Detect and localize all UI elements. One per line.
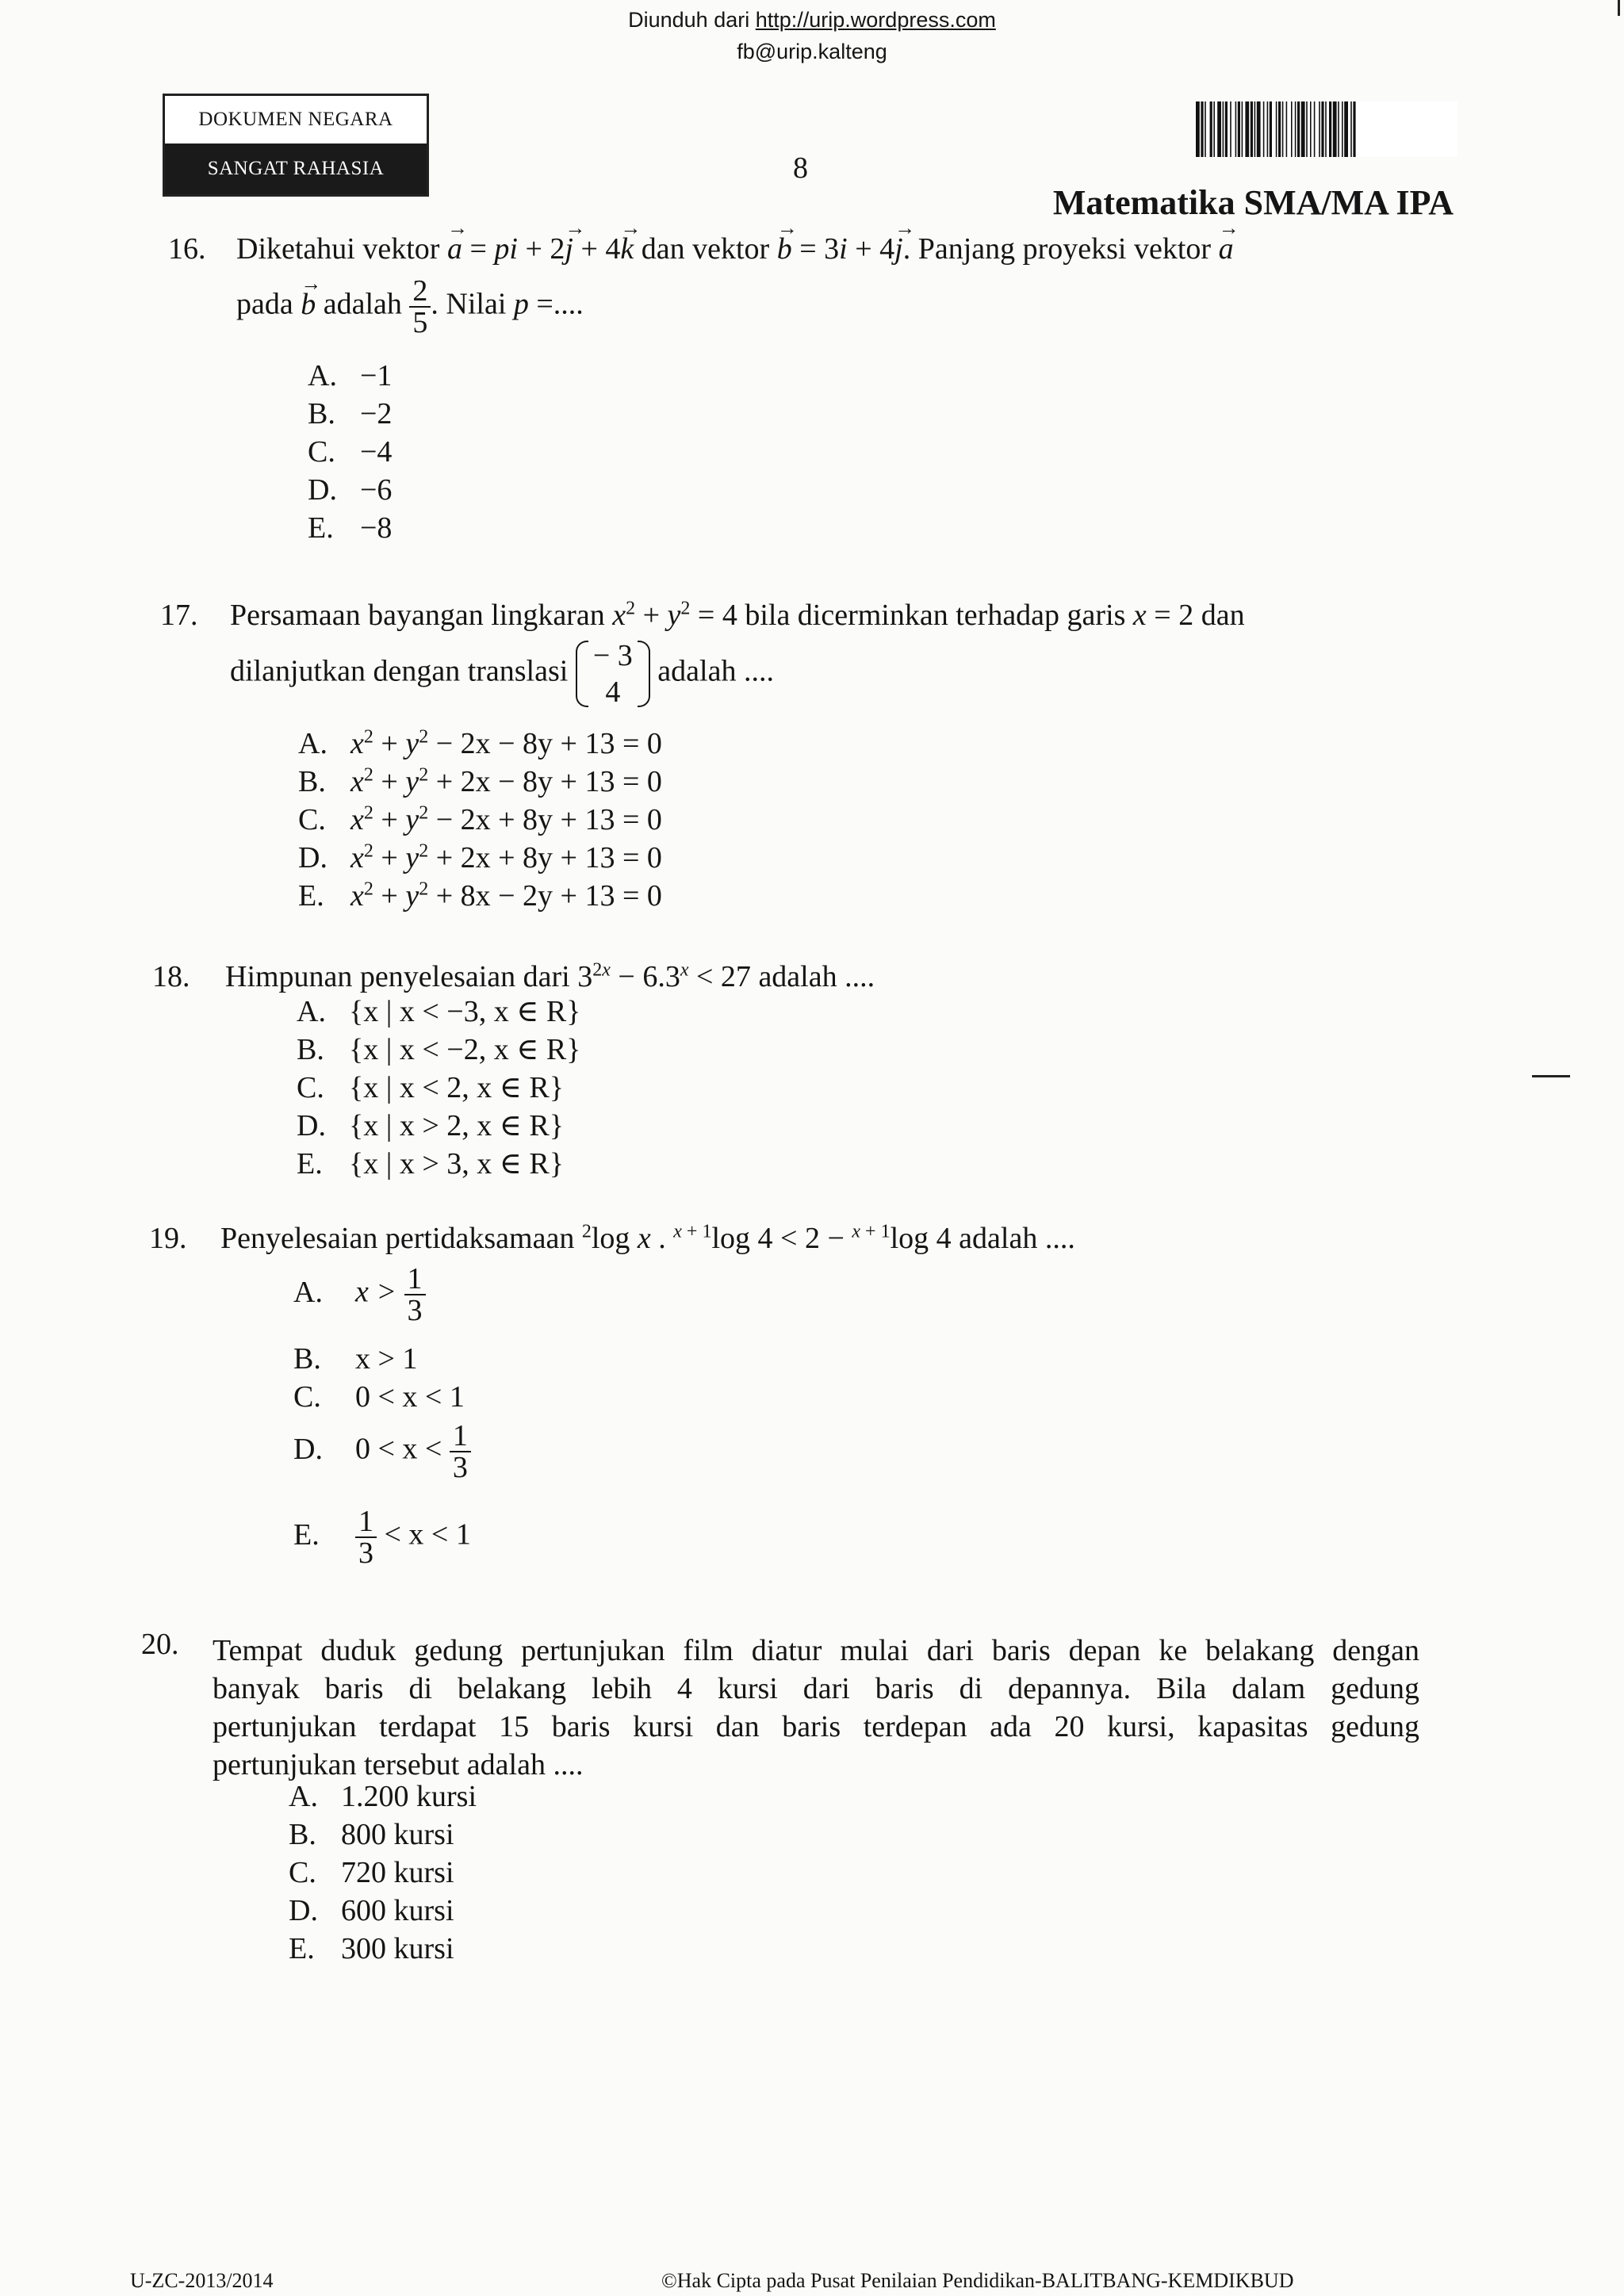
question-stem-line2: pada → b adalah $\frac{2}{5}$ . Nilai p =.... bbox=[236, 276, 584, 338]
edge-mark bbox=[1618, 0, 1620, 16]
option-a[interactable]: A. {x | x < −3, x ∈ R} bbox=[297, 995, 581, 1028]
option-b[interactable]: B. 800 kursi bbox=[289, 1818, 454, 1851]
option-b[interactable]: B. x > 1 bbox=[293, 1342, 418, 1376]
margin-mark bbox=[1532, 1075, 1570, 1077]
option-d[interactable]: D. 600 kursi bbox=[289, 1894, 454, 1927]
option-e[interactable]: E. $x^2 + y^2 + 8x - 2y + 13 = 0$ bbox=[298, 878, 662, 913]
stem-text: . Nilai bbox=[431, 287, 507, 321]
stem-line: pertunjukan tersebut adalah .... bbox=[213, 1748, 584, 1781]
stamp-top: DOKUMEN NEGARA bbox=[198, 109, 393, 130]
question-number: 18. bbox=[152, 960, 190, 993]
stem-line: pertunjukan terdapat 15 baris kursi dan baris terdepan ada 20 kursi, kapasitas gedung bbox=[213, 1710, 1419, 1743]
option-d[interactable]: D. 0 < x < $\frac{1}{3}$ bbox=[293, 1421, 471, 1483]
stem-text: adalah .... bbox=[959, 1222, 1075, 1255]
option-a[interactable]: A. −1 bbox=[308, 359, 393, 392]
option-c[interactable]: C. 0 < x < 1 bbox=[293, 1380, 465, 1414]
stem-text: adalah bbox=[323, 287, 402, 321]
question-stem: Diketahui vektor → a = pi + 2→ j + 4→ k dan vektor → b = 3i + 4→ j. Panjang proyeksi vektor → a bbox=[236, 230, 1442, 268]
option-e[interactable]: E. $\frac{1}{3}$ < x < 1 bbox=[293, 1505, 471, 1570]
stem-line: banyak baris di belakang lebih 4 kursi dari baris di depannya. Bila dalam gedung bbox=[213, 1672, 1419, 1705]
download-prefix: Diunduh dari bbox=[628, 8, 756, 32]
stem-line: Tempat duduk gedung pertunjukan film diatur mulai dari baris depan ke belakang dengan bbox=[213, 1634, 1419, 1667]
facebook-handle: fb@urip.kalteng bbox=[737, 40, 887, 63]
question-number: 19. bbox=[149, 1222, 187, 1255]
option-c[interactable]: C. 720 kursi bbox=[289, 1856, 454, 1889]
option-e[interactable]: E. −8 bbox=[308, 511, 393, 545]
option-b[interactable]: B. {x | x < −2, x ∈ R} bbox=[297, 1033, 581, 1066]
stem-text: Himpunan penyelesaian dari bbox=[225, 960, 570, 993]
stem-text: bila dicerminkan terhadap garis bbox=[745, 599, 1126, 632]
option-d[interactable]: D. −6 bbox=[308, 473, 393, 507]
option-c[interactable]: C. {x | x < 2, x ∈ R} bbox=[297, 1071, 564, 1104]
stamp-bottom: SANGAT RAHASIA bbox=[165, 144, 427, 194]
page-number: 8 bbox=[793, 151, 808, 185]
option-e[interactable]: E. 300 kursi bbox=[289, 1932, 454, 1965]
download-link[interactable]: http://urip.wordpress.com bbox=[755, 8, 996, 32]
exam-code: U-ZC-2013/2014 bbox=[130, 2269, 274, 2292]
stem-text: Diketahui vektor bbox=[236, 232, 440, 266]
option-c[interactable]: C. $x^2 + y^2 - 2x + 8y + 13 = 0$ bbox=[298, 802, 662, 836]
option-c[interactable]: C. −4 bbox=[308, 435, 393, 469]
translation-matrix: − 3 4 bbox=[576, 637, 650, 710]
option-b[interactable]: B. −2 bbox=[308, 397, 393, 430]
stem-text: adalah .... bbox=[657, 654, 774, 688]
option-a[interactable]: A. $x^2 + y^2 - 2x - 8y + 13 = 0$ bbox=[298, 726, 662, 760]
option-e[interactable]: E. {x | x > 3, x ∈ R} bbox=[297, 1147, 564, 1181]
stem-text: dan bbox=[1201, 599, 1245, 632]
question-number: 20. bbox=[141, 1628, 179, 1661]
option-d[interactable]: D. {x | x > 2, x ∈ R} bbox=[297, 1109, 564, 1142]
question-stem-line2 bbox=[230, 637, 774, 710]
stem-text: . Panjang proyeksi vektor bbox=[902, 232, 1212, 266]
question-number: 17. bbox=[160, 599, 198, 632]
download-source bbox=[0, 8, 1624, 33]
stem-text: dilanjutkan dengan translasi bbox=[230, 654, 569, 688]
stem-text: =.... bbox=[536, 287, 584, 321]
subject-title: Matematika SMA/MA IPA bbox=[1052, 183, 1454, 222]
stem-text: adalah .... bbox=[758, 960, 875, 993]
question-stem: Himpunan penyelesaian dari $3^{2x} - 6.3^x < 27$ adalah .... bbox=[225, 959, 875, 993]
stem-text: Penyelesaian pertidaksamaan bbox=[220, 1222, 575, 1255]
barcode-icon bbox=[1194, 101, 1457, 157]
stem-text: dan vektor bbox=[641, 232, 770, 266]
stem-text: pada bbox=[236, 287, 293, 321]
question-number: 16. bbox=[168, 232, 206, 266]
option-d[interactable]: D. $x^2 + y^2 + 2x + 8y + 13 = 0$ bbox=[298, 840, 662, 874]
question-stem bbox=[213, 1632, 1419, 1784]
question-stem: Persamaan bayangan lingkaran $x^2 + y^2 = 4$ bila dicerminkan terhadap garis x = 2 dan bbox=[230, 598, 1245, 632]
copyright-notice: ©Hak Cipta pada Pusat Penilaian Pendidikan-BALITBANG-KEMDIKBUD bbox=[661, 2269, 1294, 2292]
stem-text: Persamaan bayangan lingkaran bbox=[230, 599, 605, 632]
classification-stamp bbox=[163, 94, 429, 197]
fraction: $\frac{2}{5}$ bbox=[409, 276, 431, 338]
option-b[interactable]: B. $x^2 + y^2 + 2x - 8y + 13 = 0$ bbox=[298, 764, 662, 798]
question-stem: Penyelesaian pertidaksamaan $^2$log x . $^{x + 1}$log 4 < 2 − $^{x + 1}$log 4 adalah .... bbox=[220, 1221, 1075, 1255]
option-a[interactable]: A. 1.200 kursi bbox=[289, 1780, 477, 1813]
option-a[interactable]: A. x > $\frac{1}{3}$ bbox=[293, 1264, 426, 1326]
